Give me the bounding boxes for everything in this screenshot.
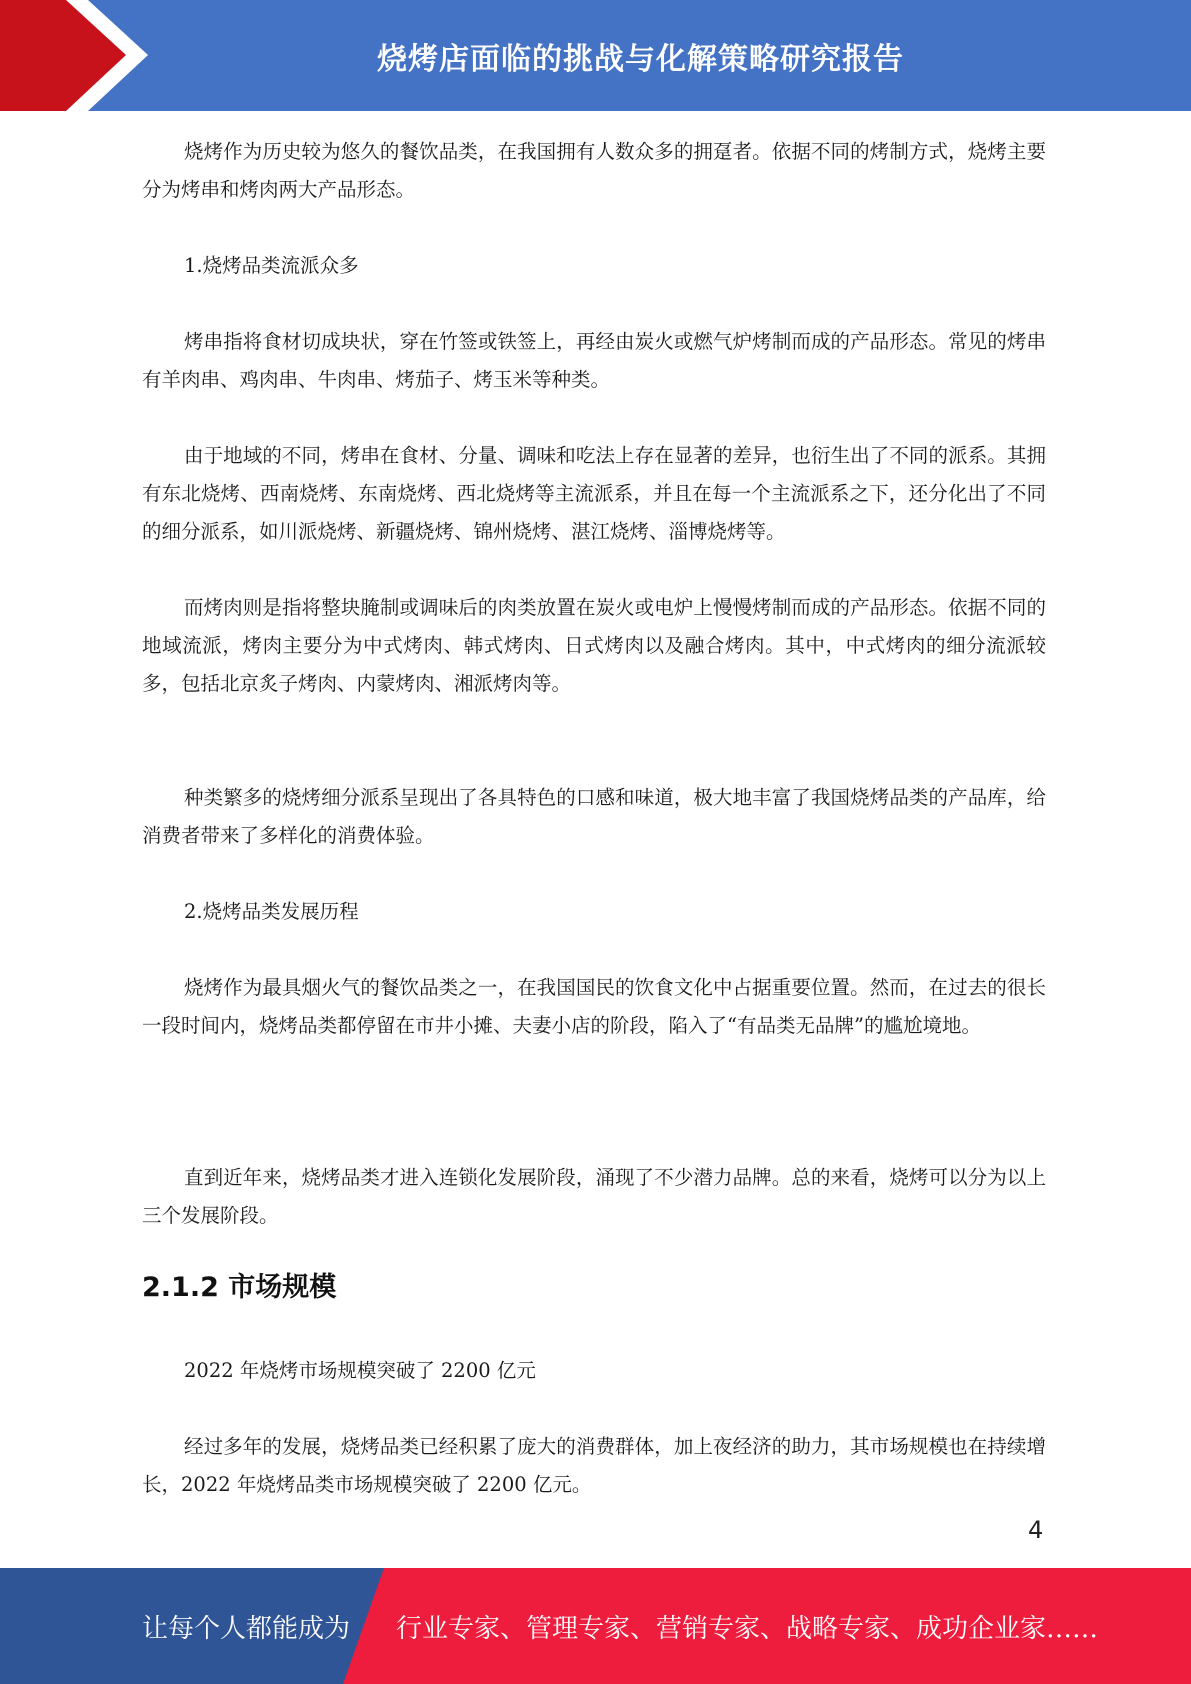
subheading-genres: 1.烧烤品类流派众多 [184, 254, 359, 277]
footer-slogan-left: 让每个人都能成为 [142, 1613, 351, 1644]
paragraph-skewers: 烤串指将食材切成块状，穿在竹签或铁签上，再经由炭火或燃气炉烤制而成的产品形态。常见的烤串有羊肉串、鸡肉串、牛肉串、烤茄子、烤玉米等种类。 [142, 330, 1046, 391]
paragraph-chain-development: 直到近年来，烧烤品类才进入连锁化发展阶段，涌现了不少潜力品牌。总的来看，烧烤可以分为以上三个发展阶段。 [142, 1166, 1046, 1227]
footer-slogan-right: 行业专家、管理专家、营销专家、战略专家、成功企业家…… [396, 1613, 1099, 1644]
paragraph-market-size: 经过多年的发展，烧烤品类已经积累了庞大的消费群体，加上夜经济的助力，其市场规模也在持续增长，2022 年烧烤品类市场规模突破了 2200 亿元。 [142, 1435, 1046, 1496]
subheading-history: 2.烧烤品类发展历程 [184, 900, 359, 923]
paragraph-history: 烧烤作为最具烟火气的餐饮品类之一，在我国国民的饮食文化中占据重要位置。然而，在过去的很长一段时间内，烧烤品类都停留在市井小摊、夫妻小店的阶段，陷入了“有品类无品牌”的尴尬境地。 [142, 976, 1046, 1037]
document-title: 烧烤店面临的挑战与化解策略研究报告 [377, 41, 904, 77]
footer-banner [0, 1568, 1191, 1684]
subheading-market-2022: 2022 年烧烤市场规模突破了 2200 亿元 [184, 1359, 536, 1382]
section-heading-market-size: 2.1.2 市场规模 [142, 1272, 337, 1303]
header-banner [0, 0, 1191, 111]
paragraph-grilled-meat: 而烤肉则是指将整块腌制或调味后的肉类放置在炭火或电炉上慢慢烤制而成的产品形态。依据不同的地域流派，烤肉主要分为中式烤肉、韩式烤肉、日式烤肉以及融合烤肉。其中，中式烤肉的细分流派较多，包括北京炙子烤肉、内蒙烤肉、湘派烤肉等。 [142, 596, 1046, 695]
paragraph-variety: 种类繁多的烧烤细分派系呈现出了各具特色的口感和味道，极大地丰富了我国烧烤品类的产品库，给消费者带来了多样化的消费体验。 [142, 786, 1046, 847]
page-number: 4 [1028, 1516, 1044, 1544]
paragraph-regional-styles: 由于地域的不同，烤串在食材、分量、调味和吃法上存在显著的差异，也衍生出了不同的派系。其拥有东北烧烤、西南烧烤、东南烧烤、西北烧烤等主流派系，并且在每一个主流派系之下，还分化出了不同的细分派系，如川派烧烤、新疆烧烤、锦州烧烤、湛江烧烤、淄博烧烤等。 [142, 444, 1046, 543]
paragraph-intro: 烧烤作为历史较为悠久的餐饮品类，在我国拥有人数众多的拥趸者。依据不同的烤制方式，烧烤主要分为烤串和烤肉两大产品形态。 [142, 140, 1046, 201]
